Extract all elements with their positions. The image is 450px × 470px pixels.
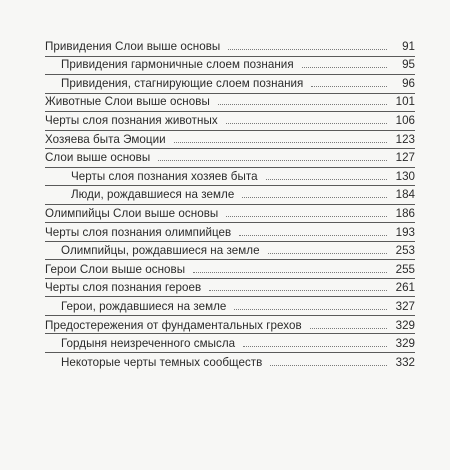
toc-entry-title: Черты слоя познания животных xyxy=(45,113,218,127)
toc-entry-page: 96 xyxy=(402,76,415,90)
toc-entry-title: Хозяева быта Эмоции xyxy=(45,132,166,146)
toc-entry-title: Животные Слои выше основы xyxy=(45,95,210,109)
underline-rule xyxy=(45,185,415,186)
underline-rule xyxy=(45,74,415,75)
underline-rule xyxy=(45,148,415,149)
toc-entry-page: 186 xyxy=(395,206,415,220)
underline-rule xyxy=(45,204,415,205)
toc-entry xyxy=(45,109,415,128)
toc-entry-page: 329 xyxy=(395,337,415,351)
toc-entry-title: Черты слоя познания героев xyxy=(45,281,202,295)
toc-entry-page: 261 xyxy=(395,281,415,295)
toc-entry-title: Гордыня неизреченного смысла xyxy=(61,337,236,351)
toc-entry xyxy=(45,147,415,166)
toc-entry xyxy=(45,91,415,110)
underline-rule xyxy=(45,167,415,168)
dot-leader xyxy=(226,123,387,124)
toc-entry-title: Привидения, стагнирующие слоем познания xyxy=(61,76,304,90)
dot-leader xyxy=(158,160,387,161)
toc-entry-title: Привидения гармоничные слоем познания xyxy=(61,58,294,72)
toc-entry xyxy=(45,221,415,240)
toc-entry-title: Олимпийцы, рождавшиеся на земле xyxy=(61,244,260,258)
toc-entry-page: 184 xyxy=(395,188,415,202)
toc-entry xyxy=(45,128,415,147)
toc-entry xyxy=(45,277,415,296)
underline-rule xyxy=(45,352,415,353)
dot-leader xyxy=(302,67,387,68)
toc-entry-page: 253 xyxy=(395,244,415,258)
dot-leader xyxy=(218,104,387,105)
underline-rule xyxy=(45,315,415,316)
toc-entry-page: 255 xyxy=(395,262,415,276)
toc-entry-title: Люди, рождавшиеся на земле xyxy=(71,188,235,202)
toc-entry xyxy=(45,184,415,203)
underline-rule xyxy=(45,93,415,94)
toc-entry-page: 130 xyxy=(395,169,415,183)
dot-leader xyxy=(239,235,387,236)
underline-rule xyxy=(45,296,415,297)
toc-entry xyxy=(45,333,415,352)
dot-leader xyxy=(243,346,387,347)
toc-entry-title: Черты слоя познания олимпийцев xyxy=(45,225,232,239)
toc-entry xyxy=(45,240,415,259)
toc-entry-title: Олимпийцы Слои выше основы xyxy=(45,206,219,220)
dot-leader xyxy=(209,290,387,291)
underline-rule xyxy=(45,333,415,334)
dot-leader xyxy=(266,179,387,180)
underline-rule xyxy=(45,241,415,242)
toc-entry-page: 127 xyxy=(395,151,415,165)
toc-entry-title: Черты слоя познания хозяев быта xyxy=(71,169,258,183)
toc-entry-page: 123 xyxy=(395,132,415,146)
toc-entry xyxy=(45,165,415,184)
toc-entry-title: Герои, рождавшиеся на земле xyxy=(61,299,227,313)
toc-entry-page: 95 xyxy=(402,58,415,72)
dot-leader xyxy=(228,49,387,50)
toc-entry-title: Предостережения от фундаментальных грехов xyxy=(45,318,302,332)
toc-entry xyxy=(45,35,415,54)
toc-entry-page: 332 xyxy=(395,355,415,369)
underline-rule xyxy=(45,259,415,260)
underline-rule xyxy=(45,222,415,223)
toc-entry-page: 101 xyxy=(395,95,415,109)
dot-leader xyxy=(310,328,387,329)
toc-entry xyxy=(45,351,415,370)
dot-leader xyxy=(193,272,387,273)
toc-entry xyxy=(45,202,415,221)
toc-entry-title: Некоторые черты темных сообществ xyxy=(61,355,263,369)
toc-entry-page: 193 xyxy=(395,225,415,239)
toc-entry-page: 329 xyxy=(395,318,415,332)
underline-rule xyxy=(45,130,415,131)
toc-entry-page: 327 xyxy=(395,299,415,313)
dot-leader xyxy=(226,216,387,217)
toc-entry xyxy=(45,295,415,314)
toc-entry-page: 106 xyxy=(395,113,415,127)
underline-rule xyxy=(45,111,415,112)
dot-leader xyxy=(311,86,387,87)
dot-leader xyxy=(270,365,387,366)
table-of-contents xyxy=(45,35,415,370)
dot-leader xyxy=(174,142,387,143)
underline-rule xyxy=(45,56,415,57)
dot-leader xyxy=(234,309,387,310)
dot-leader xyxy=(242,197,387,198)
toc-entry xyxy=(45,314,415,333)
toc-entry-title: Герои Слои выше основы xyxy=(45,262,186,276)
toc-entry xyxy=(45,258,415,277)
dot-leader xyxy=(268,253,387,254)
toc-entry-page: 91 xyxy=(402,39,415,53)
underline-rule xyxy=(45,278,415,279)
toc-entry-title: Слои выше основы xyxy=(45,151,151,165)
toc-entry-title: Привидения Слои выше основы xyxy=(45,39,221,53)
